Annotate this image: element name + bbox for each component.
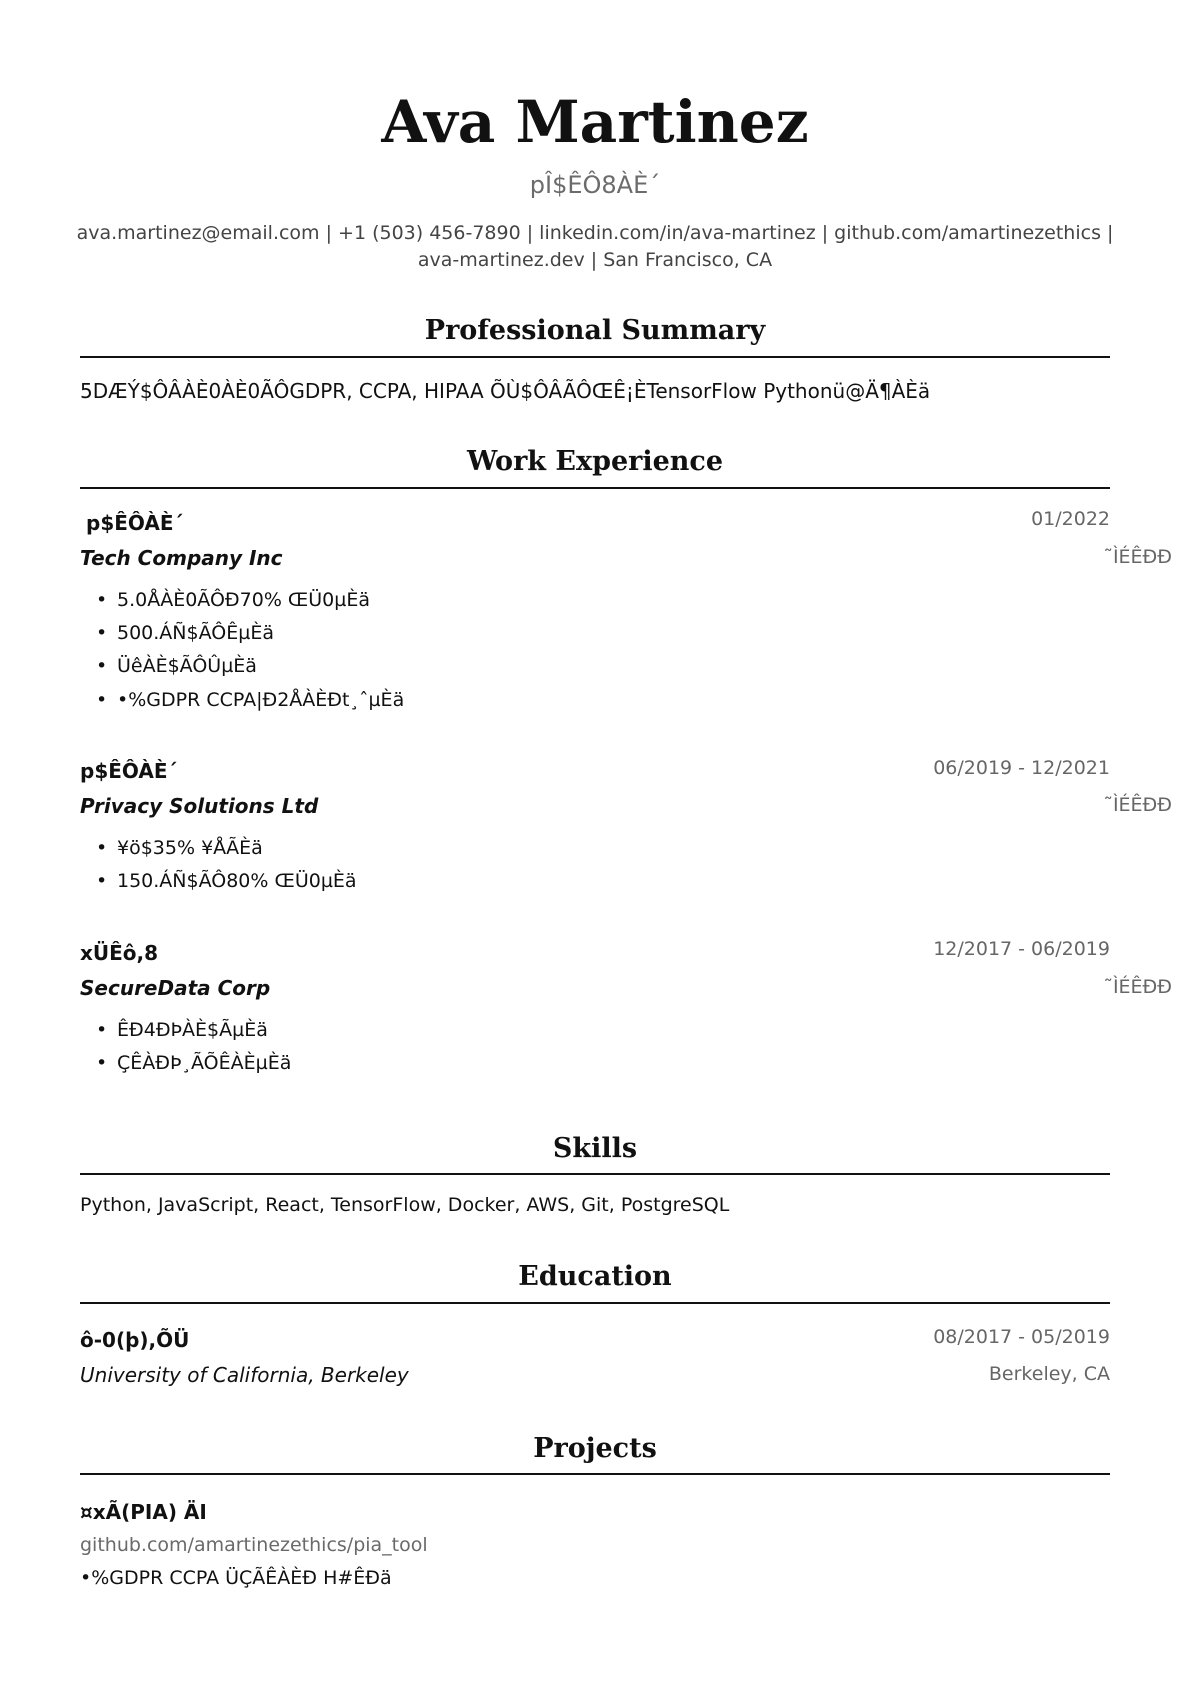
section-divider	[80, 1473, 1110, 1475]
job-company: SecureData Corp	[80, 976, 271, 1000]
job-bullet	[96, 655, 257, 677]
projects-section-title: Projects	[533, 1433, 657, 1464]
experience-section-title: Work Experience	[466, 446, 724, 477]
job-bullet-text: ÊÐ4ÐÞÀÈ$ÃµÈä	[117, 1019, 268, 1041]
job-title: p$ÊÔÀÈ´	[80, 759, 178, 783]
contact-line-1: ava.martinez@email.com | +1 (503) 456-7890 | linkedin.com/in/ava-martinez | github.com/amartinezethics |	[76, 222, 1114, 244]
job-location: ˜ÌÉÊÐÐ	[1103, 794, 1172, 816]
project-link[interactable]: github.com/amartinezethics/pia_tool	[80, 1534, 428, 1556]
job-company: Tech Company Inc	[80, 546, 283, 570]
job-bullet	[96, 870, 357, 892]
bullet-marker: •	[96, 837, 108, 859]
job-dates: 01/2022	[1031, 508, 1110, 530]
job-bullet	[96, 589, 370, 611]
summary-section-title: Professional Summary	[424, 315, 766, 346]
project-title: ¤xÃ(PIA) ÄI	[80, 1500, 207, 1524]
job-title: p$ÊÔÀÈ´	[86, 511, 184, 535]
job-bullet-text: 500.ÁÑ$ÃÔÊµÈä	[117, 622, 274, 644]
skills-list: Python, JavaScript, React, TensorFlow, Docker, AWS, Git, PostgreSQL	[80, 1194, 730, 1216]
job-title: xÜÊô,8	[80, 941, 159, 965]
candidate-headline: pÎ$ÊÔ8ÀÈ´	[529, 171, 661, 199]
job-dates: 06/2019 - 12/2021	[933, 757, 1110, 779]
contact-line-2: ava-martinez.dev | San Francisco, CA	[417, 249, 773, 271]
education-dates: 08/2017 - 05/2019	[933, 1326, 1110, 1348]
education-degree: ô-0(þ),ÕÜ	[80, 1328, 190, 1352]
job-bullet-text: 5.0ÅÀÈ0ÃÔÐ70% ŒÜ0µÈä	[117, 589, 370, 611]
job-bullet-text: ÜêÀÈ$ÃÔÛµÈä	[117, 655, 257, 677]
summary-text: 5DÆÝ$ÔÂÀÈ0ÀÈ0ÃÔGDPR, CCPA, HIPAA ÕÙ$ÔÂÃÔŒÊ¡ÈTensorFlow Pythonü@Ä¶ÀÈä	[80, 379, 931, 403]
bullet-marker: •	[96, 1019, 108, 1041]
job-bullet	[96, 837, 263, 859]
job-bullet-text: 150.ÁÑ$ÃÔ80% ŒÜ0µÈä	[117, 870, 357, 892]
education-section-title: Education	[518, 1261, 672, 1292]
section-divider	[80, 1302, 1110, 1304]
section-divider	[80, 356, 1110, 358]
job-bullet-text: ¥ö$35% ¥ÅÃÈä	[117, 837, 263, 859]
candidate-name: Ava Martinez	[381, 88, 809, 156]
education-school: University of California, Berkeley	[80, 1363, 409, 1387]
contact-info	[40, 220, 1150, 274]
section-divider	[80, 1173, 1110, 1175]
bullet-marker: •	[96, 589, 108, 611]
job-bullet-text: •%GDPR CCPA|Ð2ÅÀÈÐt¸ˆµÈä	[117, 689, 405, 711]
skills-section-title: Skills	[552, 1133, 638, 1164]
job-location: ˜ÌÉÊÐÐ	[1103, 546, 1172, 568]
bullet-marker: •	[96, 870, 108, 892]
job-bullet	[96, 689, 404, 711]
bullet-marker: •	[96, 655, 108, 677]
education-location: Berkeley, CA	[988, 1363, 1110, 1385]
job-bullet	[96, 1019, 268, 1041]
bullet-marker: •	[96, 622, 108, 644]
job-company: Privacy Solutions Ltd	[80, 794, 319, 818]
project-description: •%GDPR CCPA ÜÇÃÊÀÈÐ H#ÊÐä	[80, 1567, 392, 1589]
bullet-marker: •	[96, 1052, 108, 1074]
job-dates: 12/2017 - 06/2019	[933, 938, 1110, 960]
job-bullet	[96, 1052, 291, 1074]
job-bullet	[96, 622, 274, 644]
job-location: ˜ÌÉÊÐÐ	[1103, 976, 1172, 998]
bullet-marker: •	[96, 689, 108, 711]
section-divider	[80, 487, 1110, 489]
job-bullet-text: ÇÊÀÐÞ¸ÃÕÊÀÈµÈä	[117, 1052, 292, 1074]
